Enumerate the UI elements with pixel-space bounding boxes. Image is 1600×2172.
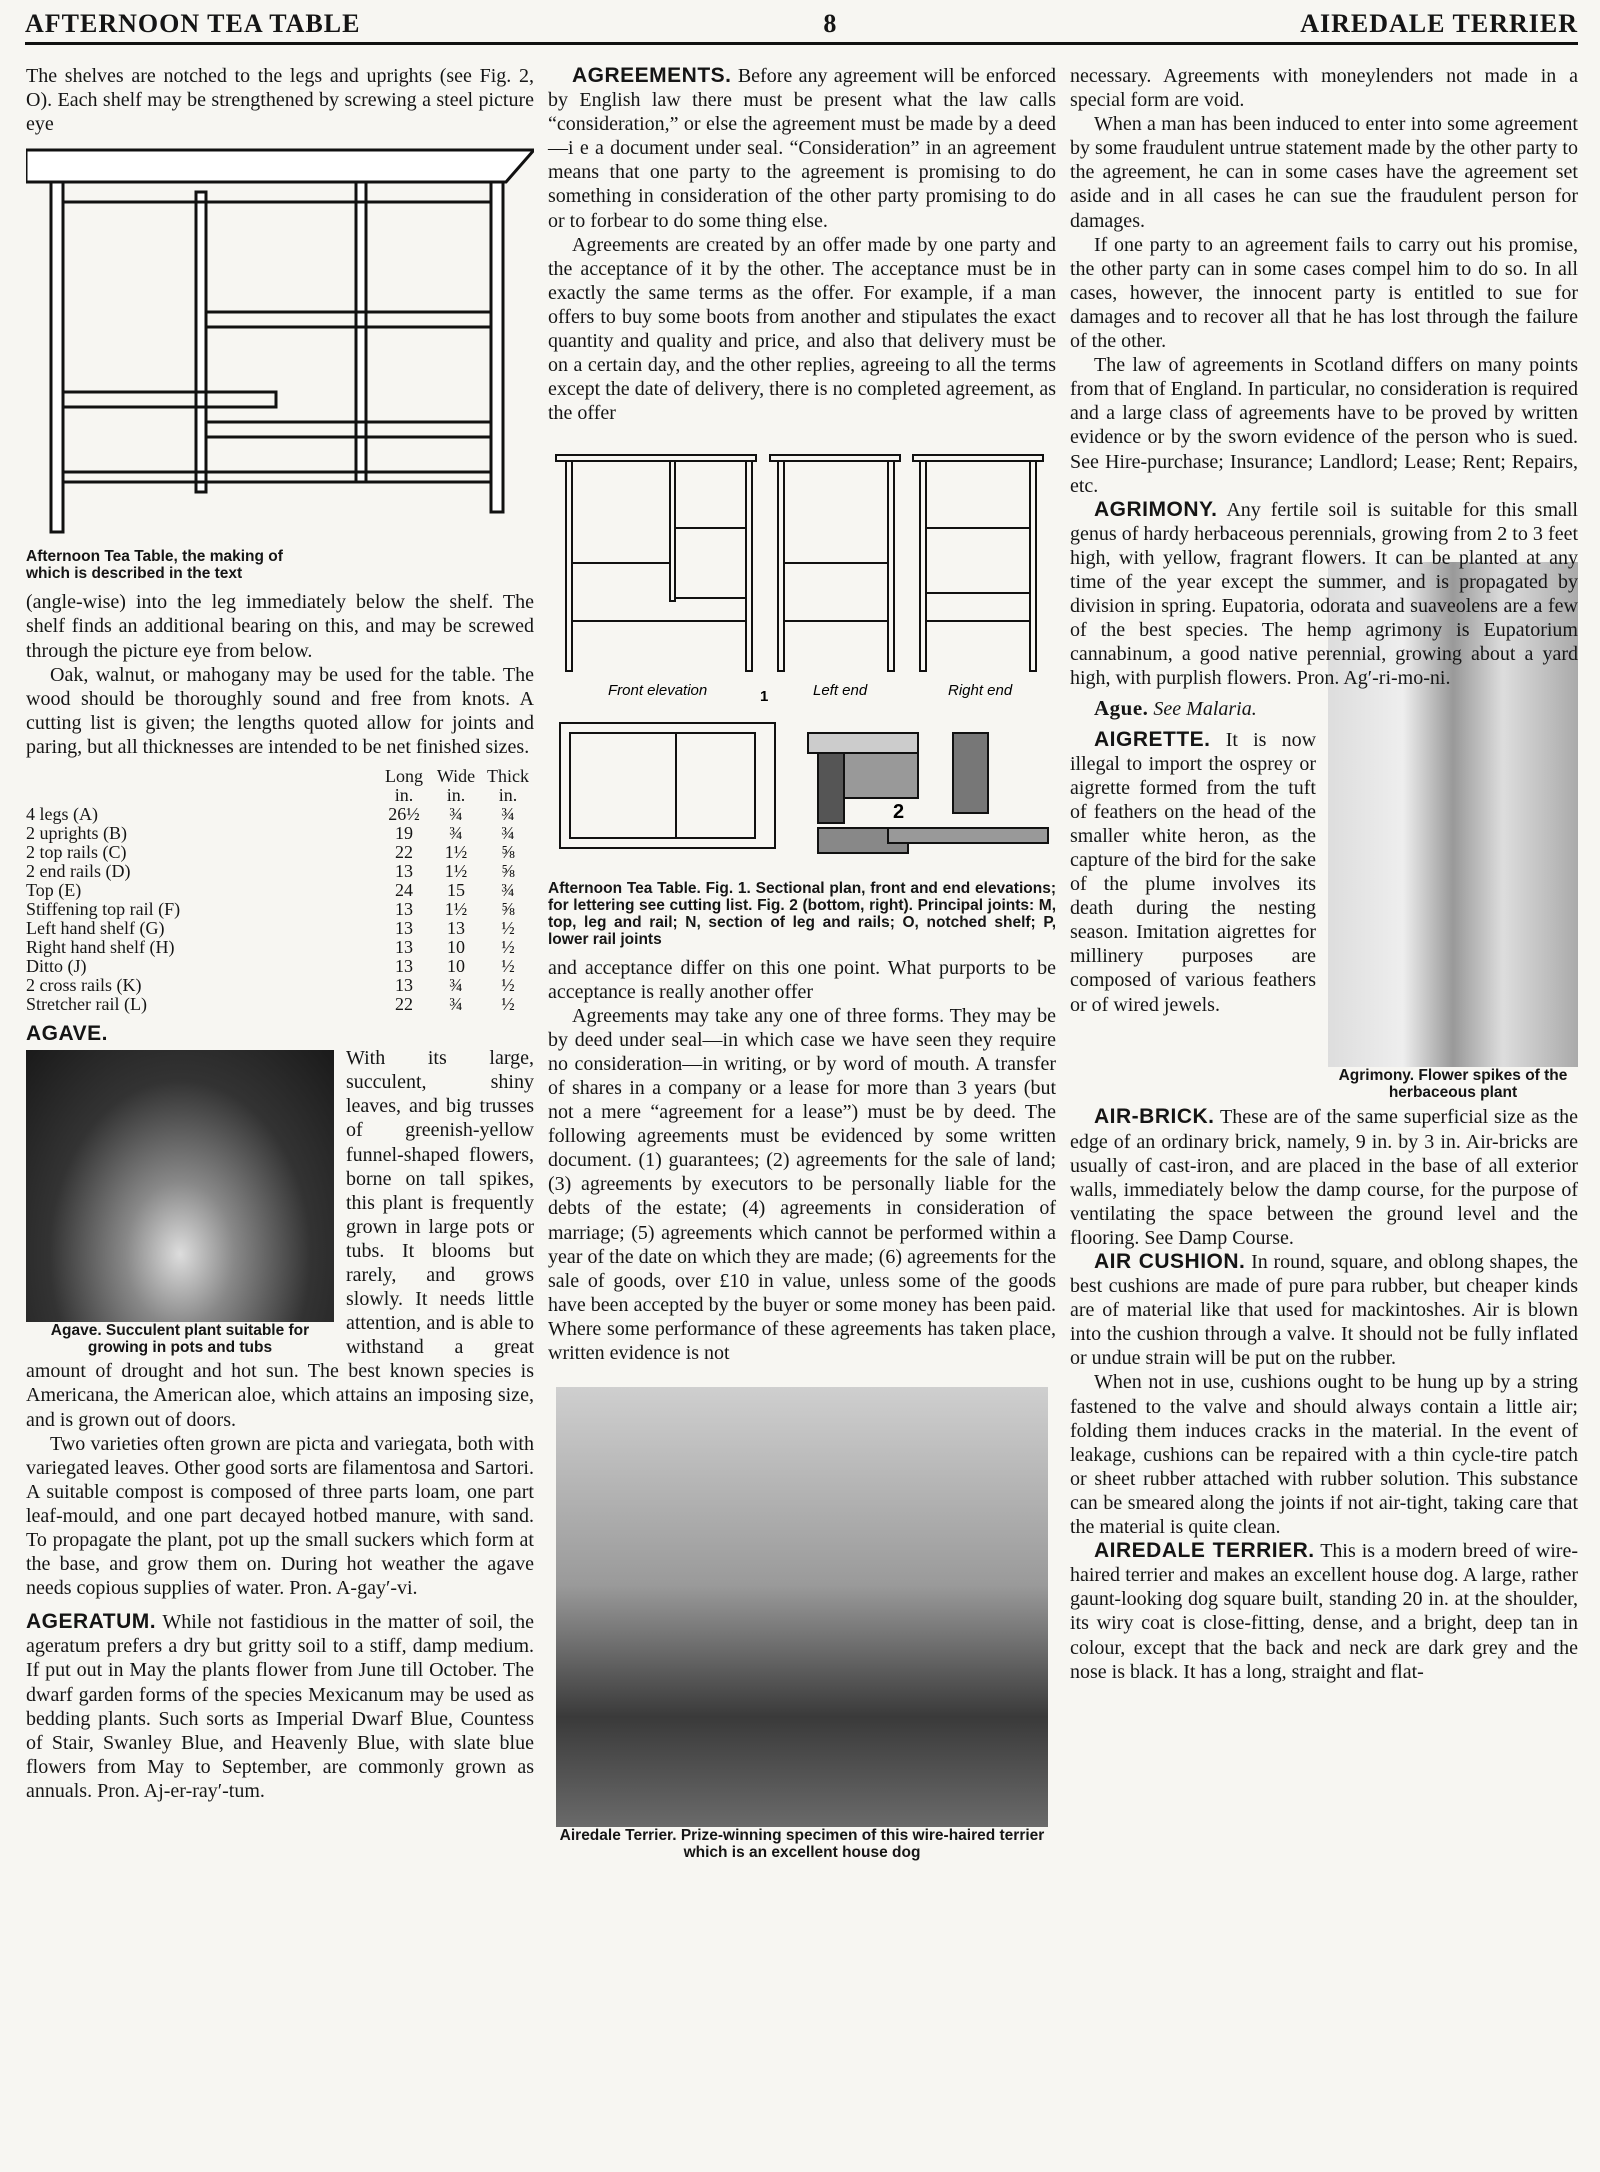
dimension: 13	[447, 918, 465, 939]
dimension: ⅝	[501, 842, 515, 863]
figure-caption: Airedale Terrier. Prize-winning specimen of this wire-haired terrier which is an excellent house dog	[559, 1827, 1045, 1862]
dimension: ½	[501, 956, 515, 977]
figure-number-2: 2	[893, 801, 905, 824]
dimension: 10	[447, 937, 465, 958]
paragraph: With its large, succulent, shiny leaves, and big trusses of greenish-yellow funnel-shaped flowers, borne on tall spikes, this plant is frequently grown in large pots or tubs. It blooms but rarely, and grows slowly. It needs little attention, and is able to withstand a great amount of drought and hot sun. The best known species is Americana, the American aloe, which attains an imposing size, and is grown out of doors.	[26, 1047, 534, 1431]
dimension: ¾	[449, 823, 463, 844]
dimension: 1½	[444, 842, 468, 863]
unit-label: in.	[446, 785, 466, 806]
column-2	[548, 64, 1056, 1861]
left-end-label: Left end	[813, 682, 868, 700]
page-number: 8	[823, 9, 838, 38]
dimension: 13	[395, 918, 413, 939]
dimension: 26½	[388, 804, 420, 825]
paragraph: These are of the same superficial size as the edge of an ordinary brick, namely, 9 in. by 3 in. Air-bricks are usually of cast-iron, and are placed in the base of all exterior walls, immediately below the damp course, for the purpose of ventilating the space between the ground level and the flooring. See Damp Course.	[1070, 1106, 1579, 1249]
dimension: ¾	[501, 880, 515, 901]
agave-photo	[26, 1050, 334, 1322]
dimension: ½	[501, 994, 515, 1015]
dimension: ¾	[449, 975, 463, 996]
dimension: ½	[501, 937, 515, 958]
dimension: ¾	[501, 823, 515, 844]
table-row	[26, 881, 534, 900]
tea-table-figure	[26, 142, 534, 582]
dimension: 10	[447, 956, 465, 977]
paragraph: It is now illegal to import the osprey or aigrette formed from the tuft of feathers on the head of the smaller white heron, as the capture of the bird for the sake of the plume involves its death during the nesting season. Imitation aigrettes for millinery purposes are composed of various feathers or of wired jewels.	[1070, 728, 1317, 1016]
airedale-terrier-photo	[556, 1387, 1048, 1827]
paragraph: Before any agreement will be enforced by English law there must be present what the law calls “consideration,” or else the agreement must be made by a deed—i e a document under seal. “Consideration” in an agreement means that one party to the agreement is promising to do something in consideration of the other party promising to do or to forbear to do some thing else.	[548, 65, 1056, 232]
paragraph: The law of agreements in Scotland differs on many points from that of England. In particular, no consideration is required and a large class of agreements have to be proved by written evidence or by the sworn evidence of the person who is sued. See Hire-purchase; Insurance; Landlord; Lease; Rent; Repairs, etc.	[1070, 354, 1578, 497]
cross-reference: See Malaria.	[1153, 698, 1257, 721]
cutting-list-table	[26, 767, 534, 1014]
dimension: 13	[395, 861, 413, 882]
part-name: Top (E)	[26, 880, 82, 901]
dimension: ¾	[449, 994, 463, 1015]
tea-table-diagram	[548, 433, 1056, 947]
part-name: 2 end rails (D)	[26, 861, 131, 882]
paragraph: If one party to an agreement fails to carry out his promise, the other party can in some cases compel him to do so. In all cases, however, the innocent party is entitled to sue for damages and to recover all that he has lost through the failure of the other.	[1070, 233, 1578, 353]
dimension: 24	[395, 880, 413, 901]
paragraph: This is a modern breed of wire-haired terrier and makes an excellent house dog. A large, rather gaunt-looking dog square built, standing 20 in. at the shoulder, its wiry coat is close-fitting, dense, and a bright, deep tan in colour, except that the back and neck are dark grey and the nose is black. It has a long, straight and flat-	[1070, 1540, 1579, 1683]
paragraph: The shelves are notched to the legs and uprights (see Fig. 2, O). Each shelf may be strengthened by screwing a steel picture eye	[26, 65, 534, 136]
dimension: ⅝	[501, 899, 515, 920]
entry-heading: AGRIMONY.	[1094, 497, 1218, 521]
dimension: 1½	[444, 861, 468, 882]
entry-heading: AIR CUSHION.	[1094, 1250, 1246, 1273]
entry-heading: AGREEMENTS.	[572, 64, 732, 87]
dimension: 13	[395, 899, 413, 920]
table-row	[26, 862, 534, 881]
column-3	[1070, 64, 1578, 1684]
paragraph: Any fertile soil is suitable for this small genus of hardy herbaceous perennials, growing from 2 to 3 feet high, with yellow, fragrant flowers. It can be planted at any time of the year except the summer, and is propagated by division in spring. Eupatoria, odorata and suaveolens are a few of the best species. The hemp agrimony is Eupatorium cannabinum, a good native perennial, growing about a yard high, with purplish flowers. Pron. Ag′-ri-mo-ni.	[1070, 498, 1578, 690]
paragraph: and acceptance differ on this one point. What purports to be acceptance is really another offer	[548, 956, 1056, 1003]
airedale-photo-figure	[556, 1387, 1048, 1861]
table-row	[26, 900, 534, 919]
paragraph: While not fastidious in the matter of soil, the ageratum prefers a dry but gritty soil to a stiff, damp medium. If put out in May the plants flower from June till October. The dwarf garden forms of the species Mexicanum may be used as bedding plants. Such sorts as Imperial Dwarf Blue, Countess of Stair, Swanley Blue, and Heavenly Blue, with slate blue flowers from May to September, are commonly grown as annuals. Pron. Aj-er-ray′-tum.	[26, 1611, 535, 1802]
table-row	[26, 805, 534, 824]
dimension: 13	[395, 956, 413, 977]
figure-caption: Agave. Succulent plant suitable for growing in pots and tubs	[50, 1322, 310, 1357]
dimension: 13	[395, 975, 413, 996]
paragraph: When a man has been induced to enter into some agreement by some fraudulent untrue statement made by the other party to the agreement, he can in some cases have the agreement set aside and in all cases he can sue the fraudulent person for damages.	[1070, 113, 1578, 232]
entry-heading: AIR-BRICK.	[1094, 1105, 1215, 1129]
entry-heading: AIREDALE TERRIER.	[1094, 1539, 1315, 1563]
figure-caption: Afternoon Tea Table. Fig. 1. Sectional plan, front and end elevations; for lettering see cutting list. Fig. 2 (bottom, right). Principal joints: M, top, leg and rail; N, section of leg and rails; O, notched shelf; P, lower rail joints	[548, 879, 1056, 948]
dimension: 1½	[444, 899, 468, 920]
part-name: Left hand shelf (G)	[26, 918, 165, 939]
paragraph: In round, square, and oblong shapes, the best cushions are made of pure para rubber, but cheaper kinds are of material like that used for mackintoshes. Air is blown into the cushion through a valve. It should not be fully inflated or undue strain will be put on the rubber.	[1070, 1251, 1578, 1370]
entry-heading: AIGRETTE.	[1094, 727, 1211, 751]
dimension: 13	[395, 937, 413, 958]
dimension: 22	[395, 994, 413, 1015]
paragraph: Agreements are created by an offer made by one party and the acceptance of it by the other. The acceptance must be in exactly the same terms as the offer. For example, if a man offers to buy some boots from another and stipulates the exact quantity and quality and price, and also that delivery must be on a certain day, and the other replies, agreeing to all the terms except the date of delivery, there is no completed agreement, as the offer	[548, 233, 1056, 425]
figure-caption: Afternoon Tea Table, the making of which is described in the text	[26, 548, 283, 583]
column-header: Long	[385, 766, 423, 787]
table-row	[26, 957, 534, 976]
dimension: 22	[395, 842, 413, 863]
table-row	[26, 995, 534, 1014]
table-row	[26, 976, 534, 995]
unit-label: in.	[498, 785, 518, 806]
agave-photo-figure	[26, 1050, 334, 1356]
column-header: Wide	[436, 766, 476, 787]
table-row	[26, 824, 534, 843]
paragraph: Two varieties often grown are picta and variegata, both with variegated leaves. Other good sorts are filamentosa and Sartori. A suitable compost is composed of three parts loam, one part leaf-mould, and one part decayed hotbed manure, with sand. To propagate the plant, pot up the small suckers which form at the base, and grow them on. During hot weather the agave needs copious supplies of water. Pron. A-gay′-vi.	[26, 1432, 534, 1600]
dimension: ¾	[449, 804, 463, 825]
dimension: ⅝	[501, 861, 515, 882]
part-name: Right hand shelf (H)	[26, 937, 175, 958]
paragraph: necessary. Agreements with moneylenders not made in a special form are void.	[1070, 65, 1578, 112]
unit-label: in.	[394, 785, 414, 806]
entry-heading: Ague.	[1094, 696, 1149, 721]
right-end-label: Right end	[948, 682, 1013, 700]
front-elevation-label: Front elevation	[608, 682, 708, 700]
sectional-plan-diagram	[548, 433, 1056, 873]
part-name: 2 top rails (C)	[26, 842, 127, 863]
header-left: AFTERNOON TEA TABLE	[25, 9, 361, 38]
dimension: ½	[501, 918, 515, 939]
paragraph: (angle-wise) into the leg immediately below the shelf. The shelf finds an additional bearing on this, and may be screwed through the picture eye from below.	[26, 591, 534, 662]
part-name: 2 cross rails (K)	[26, 975, 142, 996]
paragraph: Oak, walnut, or mahogany may be used for the table. The wood should be thoroughly sound and free from knots. A cutting list is given; the lengths quoted allow for joints and paring, but all thicknesses are intended to be net finished sizes.	[26, 663, 534, 758]
part-name: Stiffening top rail (F)	[26, 899, 181, 920]
part-name: Stretcher rail (L)	[26, 994, 147, 1015]
table-row	[26, 843, 534, 862]
table-row	[26, 938, 534, 957]
table-row	[26, 919, 534, 938]
entry-heading: AGERATUM.	[26, 1610, 157, 1634]
header-right: AIREDALE TERRIER	[1300, 9, 1578, 38]
dimension: ½	[501, 975, 515, 996]
part-name: 4 legs (A)	[26, 804, 98, 825]
figure-number-1: 1	[760, 688, 769, 706]
paragraph: Agreements may take any one of three forms. They may be by deed under seal—in which case we have seen they require no consideration—in writing, or by word of mouth. A transfer of shares in a company or a lease for more than 3 years (but not a mere “agreement for a lease”) must be by deed. The following agreements must be evidenced by some written document. (1) guarantees; (2) agreements for the sale of land; (3) agreements by executors to be personally liable for the debts of the estate; (4) agreements in consideration of marriage; (5) agreements which cannot be performed within a year of the date on which they are made; (6) agreements for the sale of goods, over £10 in value, unless some of the goods have been accepted by the buyer or some money has been paid. Where some performance of these agreements has taken place, written evidence is not	[548, 1004, 1056, 1364]
column-1	[26, 64, 534, 1803]
paragraph: When not in use, cushions ought to be hung up by a string fastened to the valve and should always contain a little air; folding them induces cracks in the material. In the event of leakage, cushions can be repaired with a thin cycle-tire patch or sheet rubber attached with rubber solution. This substance can be smeared along the joints if not air-tight, taking care that the material is quite clean.	[1070, 1371, 1578, 1539]
dimension: ¾	[501, 804, 515, 825]
entry-heading: AGAVE.	[26, 1022, 108, 1046]
figure-caption: Agrimony. Flower spikes of the herbaceous plant	[1338, 1067, 1568, 1102]
dimension: 19	[395, 823, 413, 844]
column-header: Thick	[487, 766, 529, 787]
tea-table-illustration	[26, 142, 534, 542]
part-name: Ditto (J)	[26, 956, 87, 977]
part-name: 2 uprights (B)	[26, 823, 127, 844]
dimension: 15	[447, 880, 465, 901]
running-header	[25, 6, 1578, 45]
